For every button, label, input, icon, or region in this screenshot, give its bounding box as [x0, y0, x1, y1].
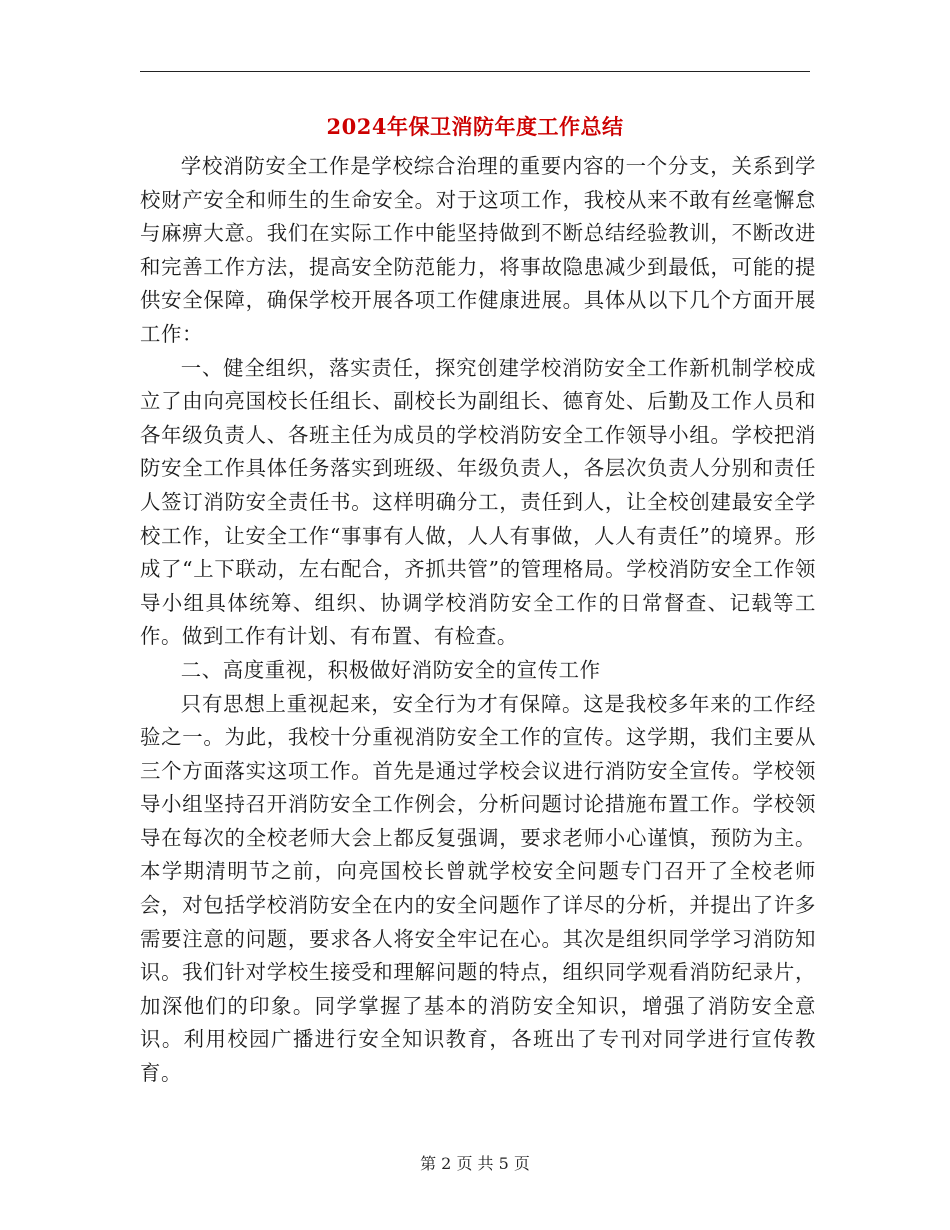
header-rule	[140, 71, 810, 72]
page-footer: 第 2 页 共 5 页	[420, 1154, 530, 1173]
document-body	[140, 150, 816, 1091]
paragraph-section-one: 一、健全组织，落实责任，探究创建学校消防安全工作新机制学校成立了由向亮国校长任组长、副校长为副组长、德育处、后勤及工作人员和各年级负责人、各班主任为成员的学校消防安全工作领导小组。学校把消防安全工作具体任务落实到班级、年级负责人，各层次负责人分别和责任人签订消防安全责任书。这样明确分工，责任到人，让全校创建最安全学校工作，让安全工作“事事有人做，人人有事做，人人有责任”的境界。形成了“上下联动，左右配合，齐抓共管”的管理格局。学校消防安全工作领导小组具体统筹、组织、协调学校消防安全工作的日常督查、记载等工作。做到工作有计划、有布置、有检查。	[140, 355, 816, 649]
paragraph-section-two-heading: 二、高度重视，积极做好消防安全的宣传工作	[180, 657, 601, 682]
paragraph-intro: 学校消防安全工作是学校综合治理的重要内容的一个分支，关系到学校财产安全和师生的生命安全。对于这项工作，我校从来不敢有丝毫懈怠与麻痹大意。我们在实际工作中能坚持做到不断总结经验教训，不断改进和完善工作方法，提高安全防范能力，将事故隐患减少到最低，可能的提供安全保障，确保学校开展各项工作健康进展。具体从以下几个方面开展工作：	[140, 154, 816, 346]
paragraph-section-two-body: 只有思想上重视起来，安全行为才有保障。这是我校多年来的工作经验之一。为此，我校十分重视消防安全工作的宣传。这学期，我们主要从三个方面落实这项工作。首先是通过学校会议进行消防安全宣传。学校领导小组坚持召开消防安全工作例会，分析问题讨论措施布置工作。学校领导在每次的全校老师大会上都反复强调，要求老师小心谨慎，预防为主。本学期清明节之前，向亮国校长曾就学校安全问题专门召开了全校老师会，对包括学校消防安全在内的安全问题作了详尽的分析，并提出了许多需要注意的问题，要求各人将安全牢记在心。其次是组织同学学习消防知识。我们针对学校生接受和理解问题的特点，组织同学观看消防纪录片，加深他们的印象。同学掌握了基本的消防安全知识，增强了消防安全意识。利用校园广播进行安全知识教育，各班出了专刊对同学进行宣传教育。	[140, 691, 816, 1086]
document-title: 2024年保卫消防年度工作总结	[326, 114, 624, 139]
